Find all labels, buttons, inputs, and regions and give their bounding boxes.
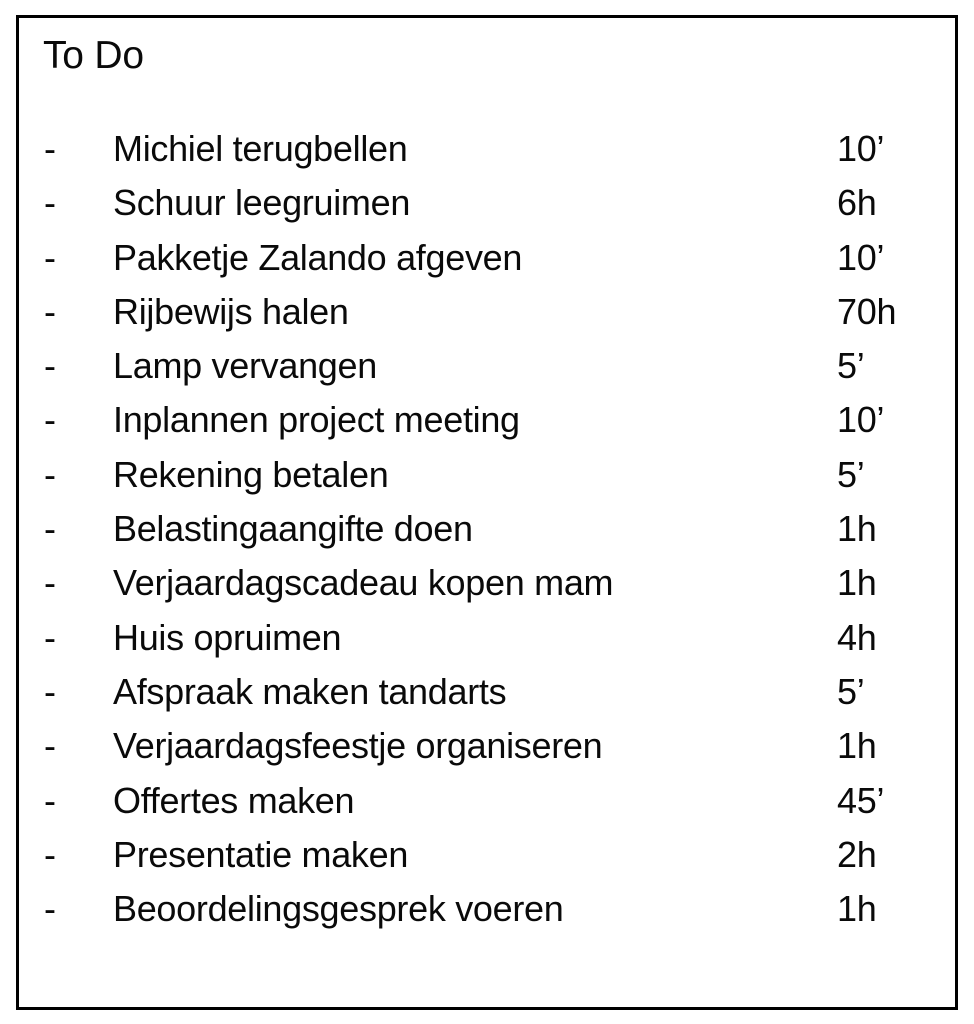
todo-item-label: Afspraak maken tandarts	[113, 670, 507, 712]
todo-item[interactable]	[19, 611, 955, 665]
todo-item-label: Offertes maken	[113, 779, 355, 821]
todo-item-label: Michiel terugbellen	[113, 128, 408, 169]
todo-item-label: Pakketje Zalando afgeven	[113, 236, 523, 278]
todo-item-duration: 1h	[837, 888, 877, 930]
todo-item-duration: 1h	[837, 508, 877, 550]
todo-item[interactable]	[19, 285, 955, 339]
todo-item-duration: 10’	[837, 399, 885, 441]
todo-item[interactable]	[19, 502, 955, 556]
todo-item-duration: 1h	[837, 725, 877, 767]
todo-item-label: Belastingaangifte doen	[113, 508, 473, 550]
todo-item-bullet: -	[44, 236, 56, 278]
todo-item-duration: 4h	[837, 616, 877, 658]
todo-item[interactable]	[19, 393, 955, 447]
todo-item-duration: 1h	[837, 562, 877, 604]
todo-item-duration: 5’	[837, 453, 865, 495]
todo-item-duration: 6h	[837, 182, 877, 224]
todo-item-label: Rekening betalen	[113, 453, 389, 495]
todo-item-bullet: -	[44, 725, 56, 767]
todo-item-bullet: -	[44, 616, 56, 658]
todo-item-bullet: -	[44, 290, 56, 332]
todo-item[interactable]	[19, 774, 955, 828]
todo-item-label: Schuur leegruimen	[113, 182, 411, 224]
todo-item-bullet: -	[44, 833, 56, 875]
todo-item-bullet: -	[44, 670, 56, 712]
todo-item-label: Lamp vervangen	[113, 345, 377, 387]
todo-item[interactable]	[19, 719, 955, 773]
todo-item[interactable]	[19, 231, 955, 285]
todo-item[interactable]	[19, 339, 955, 393]
todo-item-label: Inplannen project meeting	[113, 399, 520, 441]
todo-item-bullet: -	[44, 345, 56, 387]
todo-item-label: Rijbewijs halen	[113, 290, 349, 332]
todo-item-bullet: -	[44, 888, 56, 930]
todo-item[interactable]	[19, 828, 955, 882]
todo-item[interactable]	[19, 122, 955, 176]
todo-item-label: Presentatie maken	[113, 833, 409, 875]
todo-note-card	[16, 15, 958, 1010]
todo-item-bullet: -	[44, 453, 56, 495]
todo-item-duration: 10’	[837, 128, 885, 169]
todo-item-label: Huis opruimen	[113, 616, 342, 658]
todo-item[interactable]	[19, 665, 955, 719]
todo-item-bullet: -	[44, 399, 56, 441]
todo-item-duration: 10’	[837, 236, 885, 278]
todo-item-label: Verjaardagsfeestje organiseren	[113, 725, 603, 767]
todo-item[interactable]	[19, 176, 955, 230]
todo-item-label: Beoordelingsgesprek voeren	[113, 888, 564, 930]
todo-item-bullet: -	[44, 779, 56, 821]
todo-item-duration: 5’	[837, 345, 865, 387]
todo-item-duration: 2h	[837, 833, 877, 875]
todo-item[interactable]	[19, 448, 955, 502]
todo-item-duration: 70h	[837, 290, 897, 332]
todo-item-label: Verjaardagscadeau kopen mam	[113, 562, 614, 604]
todo-item[interactable]	[19, 556, 955, 610]
page-title: To Do	[43, 34, 144, 77]
todo-item-bullet: -	[44, 562, 56, 604]
todo-item-bullet: -	[44, 182, 56, 224]
todo-item-duration: 5’	[837, 670, 865, 712]
todo-item[interactable]	[19, 882, 955, 936]
todo-item-bullet: -	[44, 508, 56, 550]
todo-list	[19, 122, 955, 936]
todo-item-duration: 45’	[837, 779, 885, 821]
todo-item-bullet: -	[44, 128, 56, 169]
